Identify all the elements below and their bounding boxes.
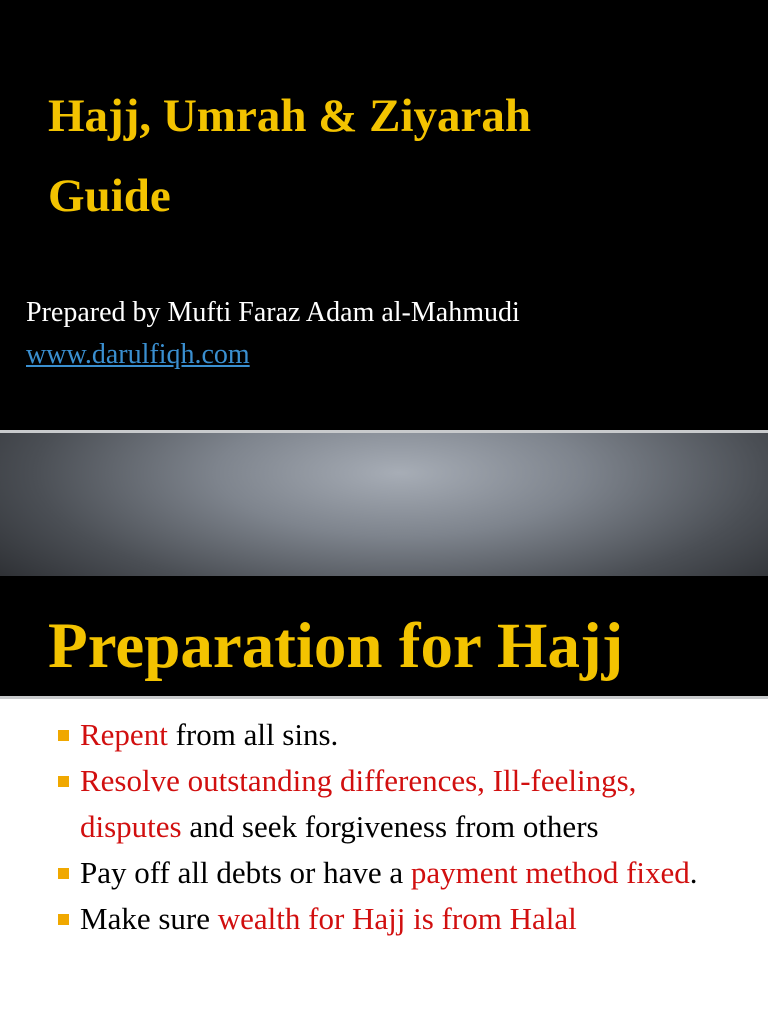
bullet-item [0,758,768,850]
preparation-slide-body [0,699,768,1024]
subtitle-block [26,292,520,376]
title-line-1: Hajj, Umrah & Ziyarah [48,90,532,142]
bullet-text: Resolve outstanding differences, Ill-feelings, disputes [80,763,637,844]
title-line-2: Guide [48,170,171,222]
title-slide [0,0,768,430]
bullet-list [0,712,768,942]
bullet-text: payment method fixed [410,855,690,890]
bullet-text: wealth for Hajj is from Halal [217,901,577,936]
preparation-slide-header [0,576,768,696]
bullet-text: . [689,855,698,890]
square-bullet-icon [58,868,69,879]
bullet-text: and seek forgiveness from others [181,809,599,844]
bullet-item [0,896,768,942]
bullet-item [0,712,768,758]
bullet-text: Make sure [80,901,218,936]
presentation-title [48,76,748,236]
website-link[interactable]: www.darulfiqh.com [26,339,250,370]
square-bullet-icon [58,914,69,925]
slide-title: Preparation for Hajj [48,610,624,682]
gradient-band [0,433,768,576]
bullet-text: from all sins. [167,717,339,752]
author-line: Prepared by Mufti Faraz Adam al-Mahmudi [26,297,520,328]
bullet-text: Pay off all debts or have a [80,855,411,890]
square-bullet-icon [58,776,69,787]
square-bullet-icon [58,730,69,741]
bullet-item [0,850,768,896]
bullet-text: Repent [80,717,168,752]
